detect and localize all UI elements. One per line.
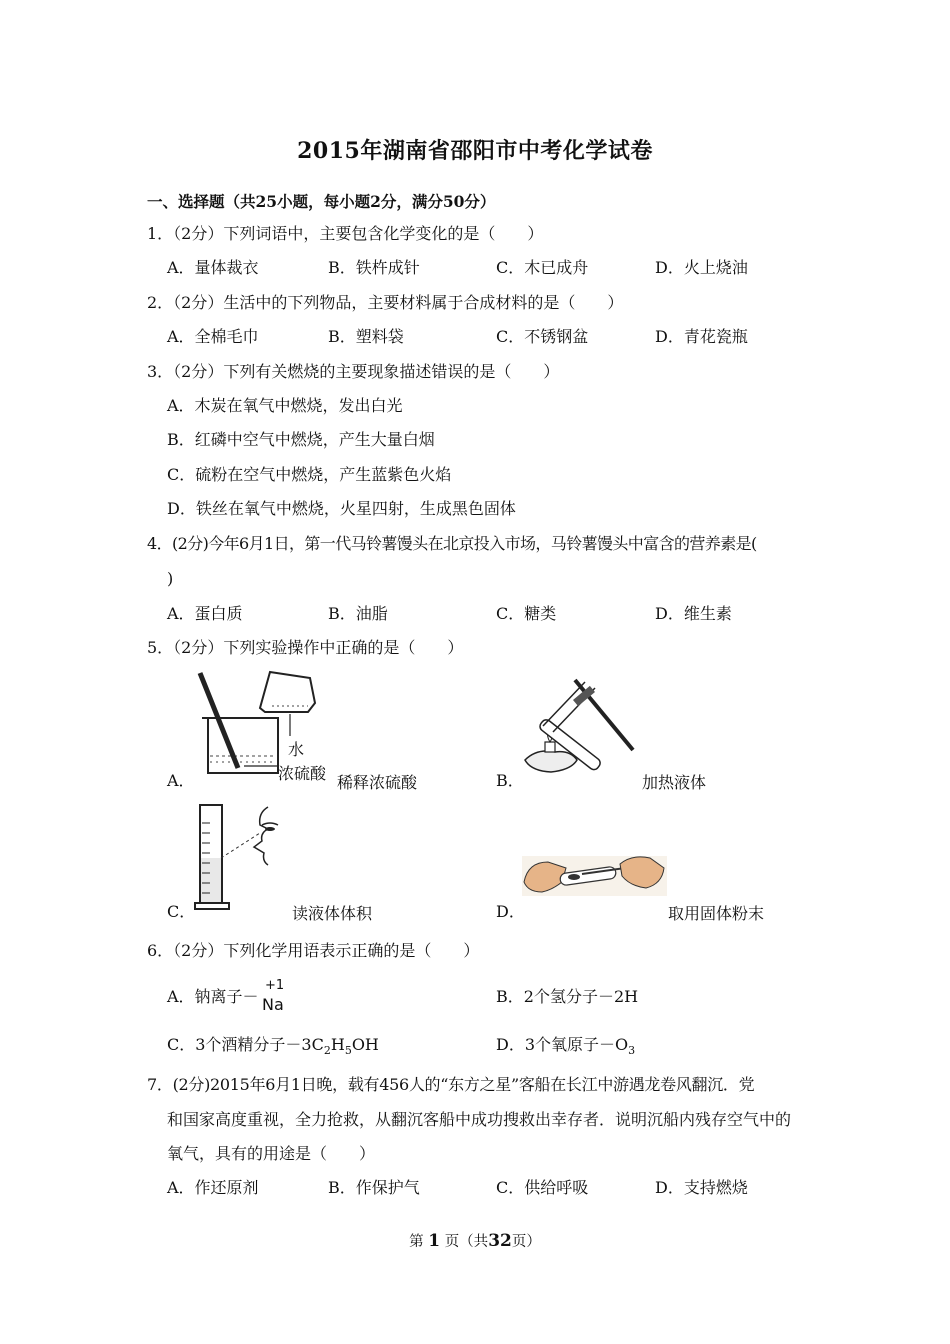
question-2-stem: 2．（2分）生活中的下列物品，主要材料属于合成材料的是（ ） — [147, 293, 624, 312]
q2-option-c[interactable]: C．不锈钢盆 — [496, 327, 589, 346]
q6-option-c[interactable] — [167, 1035, 379, 1061]
q5-a-water-label: 水 — [288, 740, 305, 759]
q7-option-a[interactable]: A．作还原剂 — [167, 1178, 259, 1197]
q5-option-d-figure — [522, 848, 667, 898]
q6-d-pre: D．3个氧原子－O — [496, 1035, 629, 1054]
q6-d-sub: 3 — [628, 1044, 636, 1058]
question-7-stem-cont-2: 氧气，具有的用途是（ ） — [167, 1144, 376, 1163]
footer-total-pages: 32 — [488, 1231, 512, 1251]
q6-option-a[interactable] — [167, 987, 259, 1007]
q4-option-c[interactable]: C．糖类 — [496, 604, 557, 623]
q3-option-c[interactable]: C．硫粉在空气中燃烧，产生蓝紫色火焰 — [167, 465, 452, 484]
q6-option-a-text: A．钠离子－ — [167, 987, 259, 1006]
q6-c-sub2: 5 — [344, 1044, 352, 1058]
q7-option-c[interactable]: C．供给呼吸 — [496, 1178, 589, 1197]
page-footer — [0, 1230, 950, 1251]
q4-option-a[interactable]: A．蛋白质 — [167, 604, 243, 623]
q2-option-a[interactable]: A．全棉毛巾 — [167, 327, 259, 346]
page-title: 2015年湖南省邵阳市中考化学试卷 — [297, 138, 653, 164]
question-7-stem: 7．(2分)2015年6月1日晚，载有456人的“东方之星”客船在长江中游遇龙卷风翻沉．党 — [147, 1075, 755, 1094]
q6-c-mid: H — [330, 1035, 345, 1054]
q6-c-post: OH — [351, 1035, 379, 1054]
q5-option-d-letter[interactable]: D． — [496, 902, 525, 921]
q5-option-c-figure — [190, 803, 300, 913]
q6-c-sub1: 2 — [323, 1044, 331, 1058]
q4-option-b[interactable]: B．油脂 — [328, 604, 388, 623]
q3-option-a[interactable]: A．木炭在氧气中燃烧，发出白光 — [167, 396, 403, 415]
q5-option-b-letter[interactable]: B． — [496, 771, 524, 790]
q5-option-d-caption: 取用固体粉末 — [668, 904, 765, 923]
q5-option-c-caption: 读液体体积 — [292, 904, 373, 923]
q1-option-b[interactable]: B．铁杵成针 — [328, 258, 420, 277]
footer-post: 页） — [511, 1234, 541, 1250]
q6-option-b[interactable]: B．2个氢分子－2H — [496, 987, 639, 1006]
question-4-stem: 4．(2分)今年6月1日，第一代马铃薯馒头在北京投入市场，马铃薯馒头中富含的营养素是( — [147, 534, 757, 553]
q3-option-b[interactable]: B．红磷中空气中燃烧，产生大量白烟 — [167, 430, 435, 449]
question-6-stem: 6．（2分）下列化学用语表示正确的是（ ） — [147, 941, 480, 960]
q5-option-a-letter[interactable]: A． — [167, 771, 195, 790]
question-5-stem: 5．（2分）下列实验操作中正确的是（ ） — [147, 638, 464, 657]
q1-option-a[interactable]: A．量体裁衣 — [167, 258, 259, 277]
question-4-stem-cont: ) — [167, 569, 174, 588]
q5-option-b-figure — [515, 668, 640, 793]
question-3-stem: 3．（2分）下列有关燃烧的主要现象描述错误的是（ ） — [147, 362, 560, 381]
question-1-stem: 1．（2分）下列词语中，主要包含化学变化的是（ ） — [147, 224, 544, 243]
footer-pre: 第 — [409, 1234, 424, 1250]
q4-option-d[interactable]: D．维生素 — [655, 604, 732, 623]
q6-a-symbol: Na — [262, 995, 284, 1014]
q6-a-charge: +1 — [265, 978, 285, 993]
q5-option-b-caption: 加热液体 — [642, 773, 707, 792]
q2-option-d[interactable]: D．青花瓷瓶 — [655, 327, 748, 346]
section-heading: 一、选择题（共25小题，每小题2分，满分50分） — [147, 192, 496, 211]
q1-option-c[interactable]: C．木已成舟 — [496, 258, 589, 277]
q3-option-d[interactable]: D．铁丝在氧气中燃烧，火星四射，生成黑色固体 — [167, 499, 516, 518]
footer-page-number: 1 — [428, 1231, 441, 1251]
q5-option-c-letter[interactable]: C． — [167, 902, 196, 921]
q5-a-acid-label: 浓硫酸 — [278, 764, 327, 783]
q2-option-b[interactable]: B．塑料袋 — [328, 327, 404, 346]
q6-option-d[interactable] — [496, 1035, 635, 1061]
footer-mid: 页（共 — [444, 1234, 489, 1250]
question-7-stem-cont-1: 和国家高度重视，全力抢救，从翻沉客船中成功搜救出幸存者．说明沉船内残存空气中的 — [167, 1110, 792, 1129]
q6-c-pre: C．3个酒精分子－3C — [167, 1035, 324, 1054]
q7-option-b[interactable]: B．作保护气 — [328, 1178, 420, 1197]
q7-option-d[interactable]: D．支持燃烧 — [655, 1178, 748, 1197]
q1-option-d[interactable]: D．火上烧油 — [655, 258, 748, 277]
q5-option-a-caption: 稀释浓硫酸 — [337, 773, 418, 792]
